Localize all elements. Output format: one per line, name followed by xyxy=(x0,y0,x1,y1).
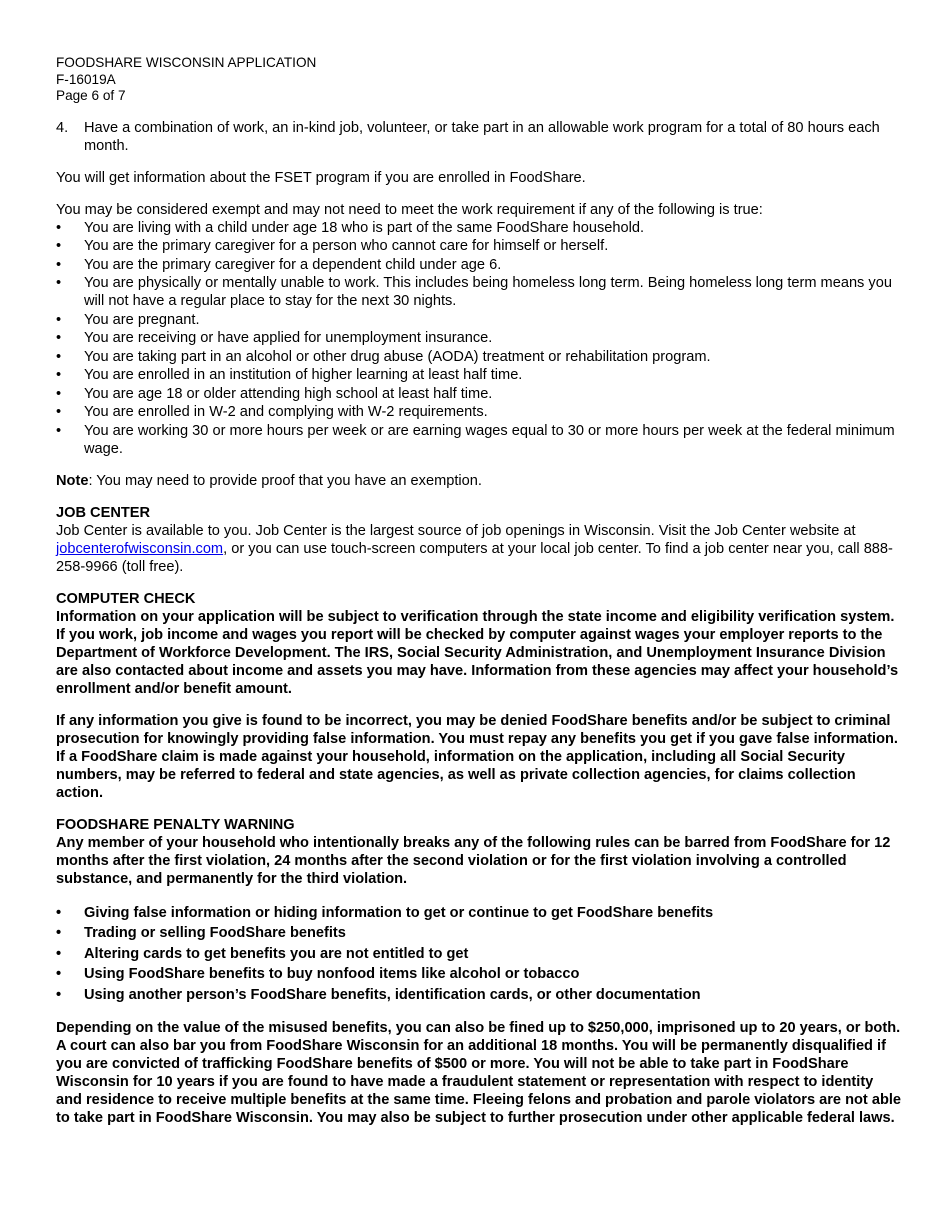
penalty-closing: Depending on the value of the misused benefits, you can also be fined up to $250,000, imprisoned up to 20 years, or both. A court can also bar you from FoodShare Wisconsin for an additional 18 months. You will be permanently disqualified if you are convicted of trafficking FoodShare benefits of $500 or more. You will not be able to take part in FoodShare Wisconsin for 10 years if you are found to have made a fraudulent statement or representation with respect to identity and residence to receive multiple benefits at the same time. Fleeing felons and probation and parole violators are not able to take part in FoodShare Wisconsin. You may also be subject to further prosecution under other applicable federal laws. xyxy=(56,1019,902,1126)
item-text: Have a combination of work, an in-kind job, volunteer, or take part in an allowable work program for a total of 80 hours each month. xyxy=(84,119,880,154)
exemption-item: • You are the primary caregiver for a dependent child under age 6. xyxy=(56,256,902,274)
penalty-rule-item: • Trading or selling FoodShare benefits xyxy=(56,924,902,943)
exempt-intro: You may be considered exempt and may not need to meet the work requirement if any of the following is true: xyxy=(56,201,763,218)
job-center-text xyxy=(56,522,902,576)
work-requirement-list xyxy=(56,119,902,155)
exemption-item: • You are living with a child under age 18 who is part of the same FoodShare household. xyxy=(56,219,902,237)
fset-info: You will get information about the FSET program if you are enrolled in FoodShare. xyxy=(56,169,586,186)
exemption-item: • You are physically or mentally unable to work. This includes being homeless long term. Being homeless long term means you will not have a regular place to stay for the next 30 nights. xyxy=(56,274,902,310)
item-number: 4. xyxy=(56,119,69,136)
exemption-item: • You are receiving or have applied for unemployment insurance. xyxy=(56,329,902,347)
penalty-rule-item: • Using FoodShare benefits to buy nonfood items like alcohol or tobacco xyxy=(56,965,902,984)
note-text: : You may need to provide proof that you have an exemption. xyxy=(88,472,482,489)
exemption-item: • You are working 30 or more hours per week or are earning wages equal to 30 or more hours per week at the federal minimum wage. xyxy=(56,422,902,458)
penalty-rule-list xyxy=(56,904,902,1005)
penalty-heading: FOODSHARE PENALTY WARNING xyxy=(56,816,295,833)
job-center-heading: JOB CENTER xyxy=(56,504,151,521)
note-label: Note xyxy=(56,472,89,489)
penalty-rule-item: • Altering cards to get benefits you are not entitled to get xyxy=(56,945,902,964)
exemption-item: • You are enrolled in W-2 and complying with W-2 requirements. xyxy=(56,403,902,421)
form-title: FOODSHARE WISCONSIN APPLICATION xyxy=(56,55,317,70)
exemption-item: • You are the primary caregiver for a person who cannot care for himself or herself. xyxy=(56,237,902,255)
penalty-intro: Any member of your household who intentionally breaks any of the following rules can be barred from FoodShare for 12 months after the first violation, 24 months after the second violation or for the first violation involving a controlled substance, and permanently for the third violation. xyxy=(56,834,891,887)
form-number: F-16019A xyxy=(56,71,116,87)
computer-check-heading: COMPUTER CHECK xyxy=(56,590,196,607)
penalty-rule-item: • Using another person’s FoodShare benefits, identification cards, or other documentation xyxy=(56,986,902,1005)
job-center-text-after: , or you can use touch-screen computers at your local job center. To find a job center near you, call 888-258-9966 (toll free). xyxy=(56,540,893,575)
exemption-item: • You are pregnant. xyxy=(56,311,902,329)
exemption-list xyxy=(56,219,902,458)
exemption-item: • You are taking part in an alcohol or other drug abuse (AODA) treatment or rehabilitation program. xyxy=(56,348,902,366)
computer-check-para-2: If any information you give is found to be incorrect, you may be denied FoodShare benefits and/or be subject to criminal prosecution for knowingly providing false information. You must repay any benefits you get if you gave false information. If a FoodShare claim is made against your household, information on the application, including all Social Security numbers, may be referred to federal and state agencies, as well as private collection agencies, for claims collection action. xyxy=(56,712,898,801)
work-requirement-item-4 xyxy=(56,119,902,155)
document-page xyxy=(56,55,902,1127)
exemption-note xyxy=(56,472,902,490)
computer-check-para-1: Information on your application will be subject to verification through the state income and eligibility verification system. If you work, job income and wages you report will be checked by computer against wages your employer reports to the Department of Workforce Development. The IRS, Social Security Administration, and Unemployment Insurance Division are also contacted about income and assets you may have. Information from these agencies may affect your household’s enrollment and/or benefit amount. xyxy=(56,608,899,697)
page-number: Page 6 of 7 xyxy=(56,88,126,103)
penalty-rule-item: • Giving false information or hiding information to get or continue to get FoodShare benefits xyxy=(56,904,902,923)
exemption-item: • You are age 18 or older attending high school at least half time. xyxy=(56,385,902,403)
form-header xyxy=(56,55,902,105)
exemption-item: • You are enrolled in an institution of higher learning at least half time. xyxy=(56,366,902,384)
job-center-text-before: Job Center is available to you. Job Center is the largest source of job openings in Wisconsin. Visit the Job Center website at xyxy=(56,522,856,539)
job-center-link[interactable]: jobcenterofwisconsin.com xyxy=(56,540,224,557)
